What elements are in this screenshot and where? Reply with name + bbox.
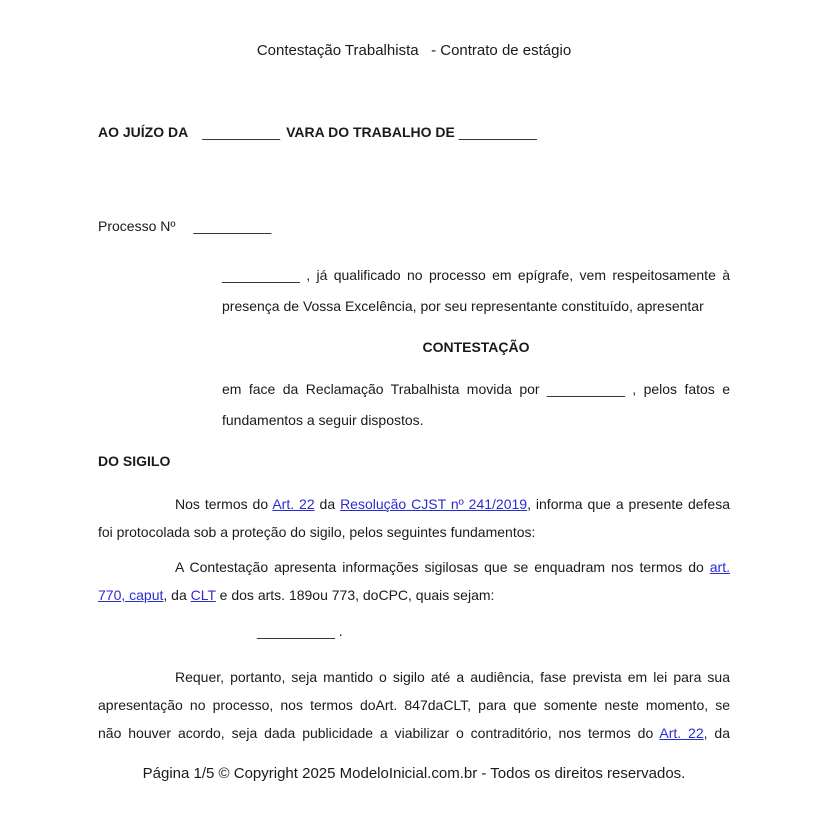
contestacao-heading: CONTESTAÇÃO <box>422 339 530 355</box>
paragraph-line <box>98 490 730 518</box>
page-footer: Página 1/5 © Copyright 2025 ModeloInicial.com.br - Todos os direitos reservados. <box>142 765 686 782</box>
text-segment: foi protocolada sob a proteção do sigilo, pelos seguintes fundamentos: <box>98 524 536 540</box>
inline-link[interactable]: Art. 22 <box>272 496 315 512</box>
paragraph-line <box>98 518 730 546</box>
em-face-paragraph <box>222 374 730 436</box>
inline-link[interactable]: 770, caput <box>98 587 164 603</box>
text-segment: A Contestação apresenta informações sigilosas que se enquadram nos termos do <box>175 559 710 575</box>
text-segment: Requer, portanto, seja mantido o sigilo até a audiência, fase prevista em lei para sua <box>175 669 730 685</box>
paragraph-line <box>98 719 730 747</box>
text-segment: , da <box>163 587 191 603</box>
requer-paragraph <box>98 663 730 747</box>
blank-field: __________ <box>202 124 281 140</box>
blank-field: __________ <box>193 218 272 234</box>
paragraph-line <box>98 691 730 719</box>
paragraph-line <box>222 405 730 436</box>
nos-termos-paragraph <box>98 490 730 546</box>
inline-link[interactable]: Art. 22 <box>659 725 704 741</box>
sigilo-section-heading: DO SIGILO <box>98 453 171 469</box>
text-segment: fundamentos a seguir dispostos. <box>222 412 424 428</box>
court-heading <box>98 122 730 142</box>
text-segment: Nos termos do <box>175 496 273 512</box>
text-segment: , pelos fatos e <box>624 381 730 397</box>
paragraph-line <box>222 374 730 405</box>
text-segment: __________ <box>222 267 300 283</box>
text-segment: , da <box>703 725 731 741</box>
text-segment: presença de Vossa Excelência, por seu representante constituído, apresentar <box>222 298 704 314</box>
standalone-blank-field: __________ . <box>257 623 343 639</box>
text-segment: , informa que a presente defesa <box>527 496 731 512</box>
text-segment: e dos arts. 189ou 773, doCPC, quais sejam: <box>215 587 495 603</box>
text-segment: apresentação no processo, nos termos doArt. 847daCLT, para que somente neste momento, se <box>98 697 730 713</box>
process-number-label: Processo Nº <box>98 218 176 234</box>
text-segment: em face da Reclamação Trabalhista movida por <box>222 381 547 397</box>
paragraph-line <box>98 663 730 691</box>
text-segment: __________ <box>547 381 625 397</box>
paragraph-line <box>98 581 730 609</box>
inline-link[interactable]: art. <box>709 559 730 575</box>
paragraph-line <box>222 260 730 291</box>
document-title: Contestação Trabalhista - Contrato de estágio <box>256 42 572 59</box>
court-label-2: VARA DO TRABALHO DE <box>286 124 455 140</box>
process-number-line <box>98 216 730 236</box>
text-segment: , já qualificado no processo em epígrafe, vem respeitosamente à <box>299 267 730 283</box>
opening-paragraph <box>222 260 730 322</box>
paragraph-line <box>98 553 730 581</box>
inline-link[interactable]: Resolução CJST nº 241/2019 <box>340 496 528 512</box>
court-label-1: AO JUÍZO DA <box>98 124 189 140</box>
text-segment: não houver acordo, seja dada publicidade a viabilizar o contraditório, nos termos do <box>98 725 660 741</box>
inline-link[interactable]: CLT <box>190 587 216 603</box>
blank-field: __________ <box>458 124 537 140</box>
paragraph-line <box>222 291 730 322</box>
informacoes-sigilosas-paragraph <box>98 553 730 609</box>
text-segment: da <box>314 496 341 512</box>
